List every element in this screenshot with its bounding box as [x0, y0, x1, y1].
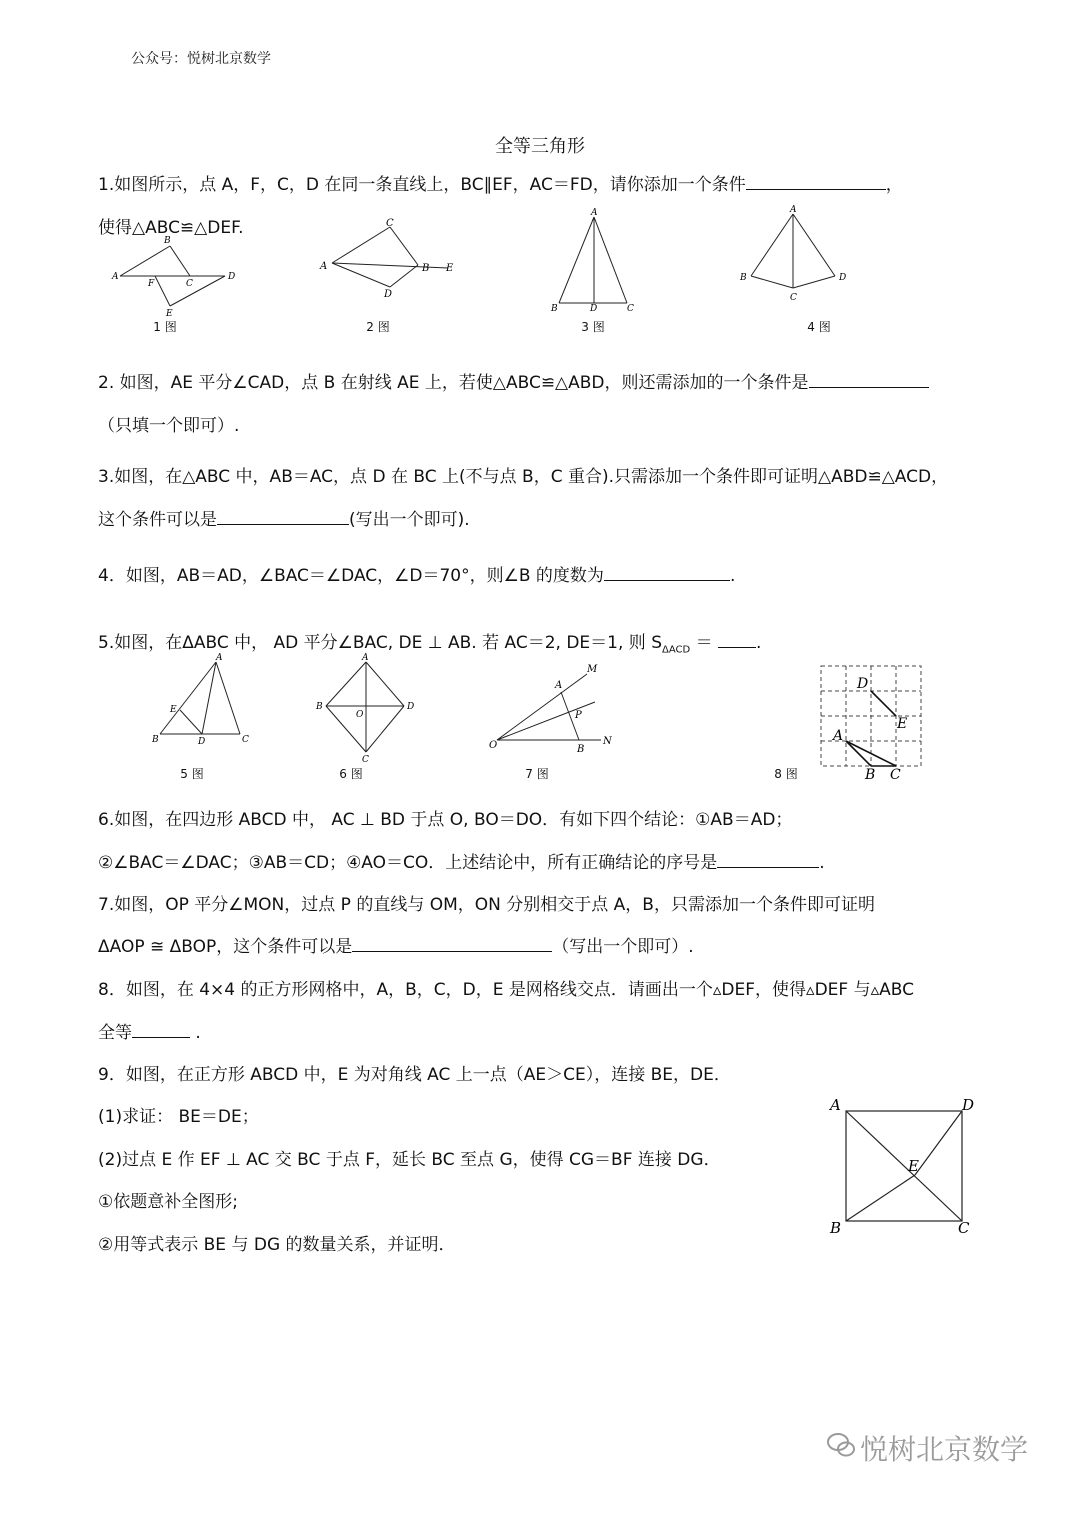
fig1-label-a: A [112, 272, 119, 282]
caption-6: 6 图 [339, 767, 363, 781]
q9-line1: 9．如图，在正方形 ABCD 中，E 为对角线 AC 上一点（AE＞CE），连接 BE，DE． [98, 1065, 731, 1085]
figure-7 [485, 660, 615, 760]
fig9-label-d: D [962, 1096, 975, 1114]
fig2-label-a: A [320, 261, 328, 272]
q6-blank[interactable] [717, 851, 819, 868]
q1-line2: 使得△ABC≌△DEF. [98, 218, 244, 238]
q6-end: . [819, 853, 825, 873]
q9-part2: (2)过点 E 作 EF ⊥ AC 交 BC 于点 F，延长 BC 至点 G，使得 CG＝BF 连接 DG． [98, 1150, 721, 1170]
q7-end: （写出一个即可）. [552, 937, 694, 957]
fig6-label-a: A [362, 653, 369, 663]
fig7-label-o: O [489, 740, 498, 751]
figure-5 [148, 650, 258, 750]
q4-end: . [729, 566, 736, 586]
fig3-label-b: B [551, 304, 558, 314]
figure-9 [822, 1093, 982, 1241]
q1-text: 1.如图所示，点 A，F，C，D 在同一条直线上，BC∥EF，AC＝FD，请你添加一个条件 [98, 175, 746, 195]
q3-text: 这个条件可以是 [98, 510, 217, 530]
fig1-label-e: E [166, 309, 173, 319]
q8-line2 [98, 1018, 201, 1043]
q3-line2 [98, 505, 470, 530]
fig5-label-e: E [170, 705, 177, 715]
figure-6 [312, 650, 422, 764]
fig1-label-b: B [164, 236, 171, 246]
q8-end: . [195, 1023, 201, 1043]
caption-2: 2 图 [366, 320, 390, 334]
fig3-label-d: D [590, 304, 598, 314]
fig5-label-c: C [242, 735, 249, 745]
fig4-label-d: D [839, 273, 847, 283]
q7-blank[interactable] [352, 935, 552, 952]
fig6-label-d: D [407, 702, 415, 712]
fig8-label-d: D [857, 676, 869, 692]
fig6-label-b: B [316, 702, 323, 712]
q5-text: 5.如图，在ΔABC 中， AD 平分∠BAC, DE ⊥ AB. 若 AC＝2, DE＝1, 则 S [98, 633, 662, 653]
q2-text: 2. 如图，AE 平分∠CAD，点 B 在射线 AE 上，若使△ABC≌△ABD，则还需添加的一个条件是 [98, 373, 809, 393]
q4-line [98, 561, 735, 586]
q2-line1 [98, 368, 929, 393]
wechat-icon [826, 1430, 856, 1460]
fig1-label-d: D [228, 272, 236, 282]
fig7-label-b: B [577, 744, 585, 755]
q5-end: . [756, 633, 762, 653]
fig6-label-o: O [356, 710, 364, 720]
watermark-text: 悦树北京数学 [860, 1433, 1029, 1466]
fig3-label-c: C [627, 304, 634, 314]
fig3-label-a: A [591, 208, 598, 218]
q7-line1: 7.如图，OP 平分∠MON，过点 P 的直线与 OM，ON 分别相交于点 A，B，只需添加一个条件即可证明 [98, 895, 875, 915]
fig1-label-f: F [148, 279, 155, 289]
q5-eq: ＝ [690, 633, 713, 653]
q4-blank[interactable] [604, 564, 730, 581]
q9-part4: ②用等式表示 BE 与 DG 的数量关系，并证明． [98, 1235, 456, 1255]
fig2-label-c: C [386, 218, 394, 229]
q4-text: 4．如图，AB＝AD，∠BAC＝∠DAC，∠D＝70°，则∠B 的度数为 [98, 566, 604, 586]
q1-blank[interactable] [746, 173, 886, 190]
q9-part3: ①依题意补全图形; [98, 1192, 238, 1212]
fig7-label-m: M [587, 664, 598, 675]
caption-4: 4 图 [807, 320, 831, 334]
fig9-label-b: B [830, 1219, 842, 1237]
fig2-label-e: E [446, 263, 454, 274]
fig8-label-c: C [890, 767, 901, 782]
fig8-label-a: A [833, 728, 844, 744]
fig2-label-b: B [422, 263, 430, 274]
q5-sub: ΔACD [661, 644, 691, 656]
caption-7: 7 图 [525, 767, 549, 781]
figure-2 [318, 215, 468, 305]
fig1-label-c: C [186, 279, 193, 289]
q7-text: ΔAOP ≅ ΔBOP，这个条件可以是 [98, 937, 353, 957]
q3-end: (写出一个即可). [349, 510, 470, 530]
q3-blank[interactable] [217, 508, 349, 525]
fig8-label-b: B [865, 767, 876, 782]
figure-3 [545, 205, 645, 315]
q2-line2: （只填一个即可）. [98, 416, 240, 436]
page-title: 全等三角形 [495, 136, 585, 157]
fig4-label-a: A [790, 205, 797, 215]
q8-text: 全等 [98, 1023, 132, 1043]
fig7-label-a: A [555, 680, 563, 691]
caption-5: 5 图 [180, 767, 204, 781]
q6-line2 [98, 848, 825, 873]
fig6-label-c: C [362, 755, 369, 764]
caption-3: 3 图 [581, 320, 605, 334]
q1-line1 [98, 170, 903, 195]
header-source: 公众号：悦树北京数学 [131, 51, 271, 67]
fig8-label-e: E [897, 716, 908, 732]
fig4-label-b: B [740, 273, 747, 283]
q2-blank[interactable] [809, 371, 929, 388]
caption-8: 8 图 [774, 767, 798, 781]
q8-line1: 8．如图，在 4×4 的正方形网格中，A，B，C，D，E 是网格线交点．请画出一个▵DEF，使得▵DEF 与▵ABC [98, 980, 914, 1000]
q1-end: ， [885, 175, 903, 195]
figure-1 [110, 232, 240, 320]
q8-blank[interactable] [132, 1021, 190, 1038]
q9-part1: (1)求证： BE＝DE； [98, 1107, 259, 1127]
q5-blank[interactable] [718, 631, 756, 648]
fig5-label-b: B [152, 735, 159, 745]
fig5-label-d: D [198, 737, 206, 747]
figure-4 [735, 200, 855, 306]
q7-line2 [98, 932, 694, 957]
fig9-label-c: C [958, 1219, 970, 1237]
fig9-label-e: E [908, 1157, 919, 1175]
q6-text: ②∠BAC＝∠DAC；③AB＝CD；④AO＝CO．上述结论中，所有正确结论的序号是 [98, 853, 718, 873]
fig5-label-a: A [216, 653, 223, 663]
caption-1: 1 图 [153, 320, 177, 334]
fig2-label-d: D [384, 289, 393, 300]
fig7-label-p: P [575, 710, 582, 721]
fig4-label-c: C [790, 293, 797, 303]
fig7-label-n: N [603, 736, 612, 747]
q6-line1: 6.如图，在四边形 ABCD 中， AC ⊥ BD 于点 O, BO＝DO．有如下四个结论：①AB＝AD； [98, 810, 793, 830]
figure-8 [815, 660, 927, 782]
fig9-label-a: A [830, 1096, 841, 1114]
q3-line1: 3.如图，在△ABC 中，AB＝AC，点 D 在 BC 上(不与点 B，C 重合).只需添加一个条件即可证明△ABD≌△ACD， [98, 467, 949, 487]
